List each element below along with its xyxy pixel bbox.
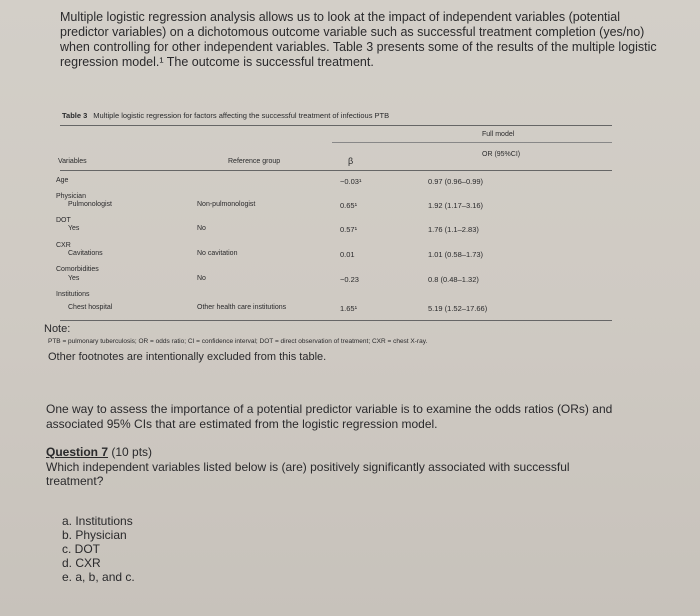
header-variables: Variables — [58, 158, 87, 165]
or-paragraph: One way to assess the importance of a potential predictor variable is to examine the odds ratios (ORs) and associated 95% CIs that are estimated from the logistic regression model. — [46, 402, 613, 431]
table-top-rule — [60, 125, 612, 126]
table-row-6-or-cell: 1.01 (0.58–1.73) — [428, 250, 484, 259]
table-label: Table 3 — [62, 111, 88, 120]
header-reference: Reference group — [228, 158, 281, 165]
full-model-rule — [332, 142, 612, 143]
table-row-10-var-cell: Chest hospital — [68, 304, 113, 311]
option-c: c. DOT — [62, 542, 100, 556]
table-row-8-var-cell: Yes — [68, 275, 80, 282]
table-row-4-var-cell: Yes — [68, 225, 80, 232]
header-bottom-rule — [60, 170, 612, 171]
header-or: OR (95%CI) — [482, 151, 521, 158]
table-row-3-var-cell: DOT — [56, 217, 71, 224]
table-row-2-beta-cell: 0.65¹ — [340, 201, 358, 210]
table-row-8-reference-cell: No — [197, 275, 206, 282]
table-bottom-rule — [60, 320, 612, 321]
option-b: b. Physician — [62, 528, 127, 542]
option-e: e. a, b, and c. — [62, 570, 135, 584]
option-d: d. CXR — [62, 556, 101, 570]
table-row-10-or-cell: 5.19 (1.52–17.66) — [428, 304, 488, 313]
table-caption — [62, 111, 642, 120]
table-row-4-beta-cell: 0.57¹ — [340, 225, 358, 234]
table-title: Multiple logistic regression for factors affecting the successful treatment of infectious PTB — [93, 111, 390, 120]
table-row-10-reference-cell: Other health care institutions — [197, 304, 287, 311]
note-label: Note: — [44, 323, 71, 335]
table-row-0-or-cell: 0.97 (0.96–0.99) — [428, 177, 484, 186]
abbreviations-note: PTB = pulmonary tuberculosis; OR = odds ratio; CI = confidence interval; DOT = direct observation of treatment; CXR = chest X-ray. — [48, 338, 428, 345]
table-row-2-var-cell: Pulmonologist — [68, 201, 112, 208]
header-beta: β — [348, 156, 354, 166]
table-row-2-reference-cell: Non-pulmonologist — [197, 201, 256, 208]
intro-paragraph: Multiple logistic regression analysis allows us to look at the impact of independent variables (potential predictor variables) on a dichotomous outcome variable such as successful treatment completion (yes/no) when controlling for other independent variables. Table 3 presents some of the results of the multiple logistic regression model.¹ The outcome is successful treatment. — [60, 10, 657, 69]
full-model-header: Full model — [482, 131, 515, 138]
table-row-0-beta-cell: −0.03¹ — [340, 177, 362, 186]
table-row-6-beta-cell: 0.01 — [340, 250, 355, 259]
question-title: Question 7 — [46, 445, 109, 459]
question-text: Which independent variables listed below is (are) positively significantly associated with successful treatment? — [46, 460, 570, 488]
table-row-5-var-cell: CXR — [56, 242, 71, 249]
question-heading — [46, 445, 152, 459]
table-row-4-reference-cell: No — [197, 225, 206, 232]
table-row-2-or-cell: 1.92 (1.17–3.16) — [428, 201, 484, 210]
table-row-4-or-cell: 1.76 (1.1–2.83) — [428, 225, 479, 234]
option-a: a. Institutions — [62, 514, 133, 528]
table-row-8-or-cell: 0.8 (0.48–1.32) — [428, 275, 479, 284]
question-points: (10 pts) — [111, 445, 153, 459]
table-row-6-reference-cell: No cavitation — [197, 250, 238, 257]
table-row-8-beta-cell: −0.23 — [340, 275, 359, 284]
table-row-0-var-cell: Age — [56, 177, 69, 184]
table-row-7-var-cell: Comorbidities — [56, 266, 99, 273]
table-row-6-var-cell: Cavitations — [68, 250, 103, 257]
table-row-10-beta-cell: 1.65¹ — [340, 304, 358, 313]
table-row-9-var-cell: Institutions — [56, 291, 90, 298]
table-row-1-var-cell: Physician — [56, 193, 86, 200]
answer-options — [62, 514, 135, 584]
footnote: Other footnotes are intentionally excluded from this table. — [48, 351, 327, 363]
